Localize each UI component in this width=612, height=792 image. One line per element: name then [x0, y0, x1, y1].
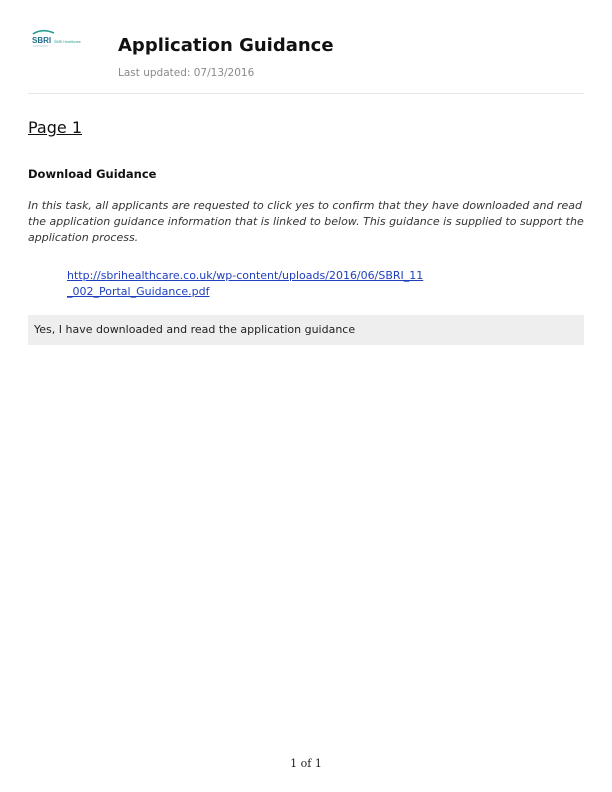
sbri-logo — [30, 28, 112, 50]
document-title: Application Guidance — [118, 35, 334, 56]
page-heading: Page 1 — [28, 118, 82, 137]
sbri-logo-graphic — [30, 28, 112, 50]
answer-box — [28, 315, 584, 345]
page-indicator: 1 of 1 — [290, 757, 322, 770]
answer-text: Yes, I have downloaded and read the application guidance — [34, 323, 356, 336]
section-title: Download Guidance — [28, 167, 157, 181]
last-updated: Last updated: 07/13/2016 — [118, 67, 255, 79]
instructions-text: In this task, all applicants are requested to click yes to confirm that they have downloaded and read the application guidance information that is linked to below. This guidance is supplied to support the application process. — [28, 199, 584, 244]
svg-text:SBRI: SBRI — [32, 36, 52, 45]
svg-text:SBRI Healthcare: SBRI Healthcare — [54, 40, 81, 44]
guidance-link[interactable]: http://sbrihealthcare.co.uk/wp-content/uploads/2016/06/SBRI_11_002_Portal_Guidance.pdf — [67, 269, 424, 298]
header-divider — [28, 93, 584, 94]
